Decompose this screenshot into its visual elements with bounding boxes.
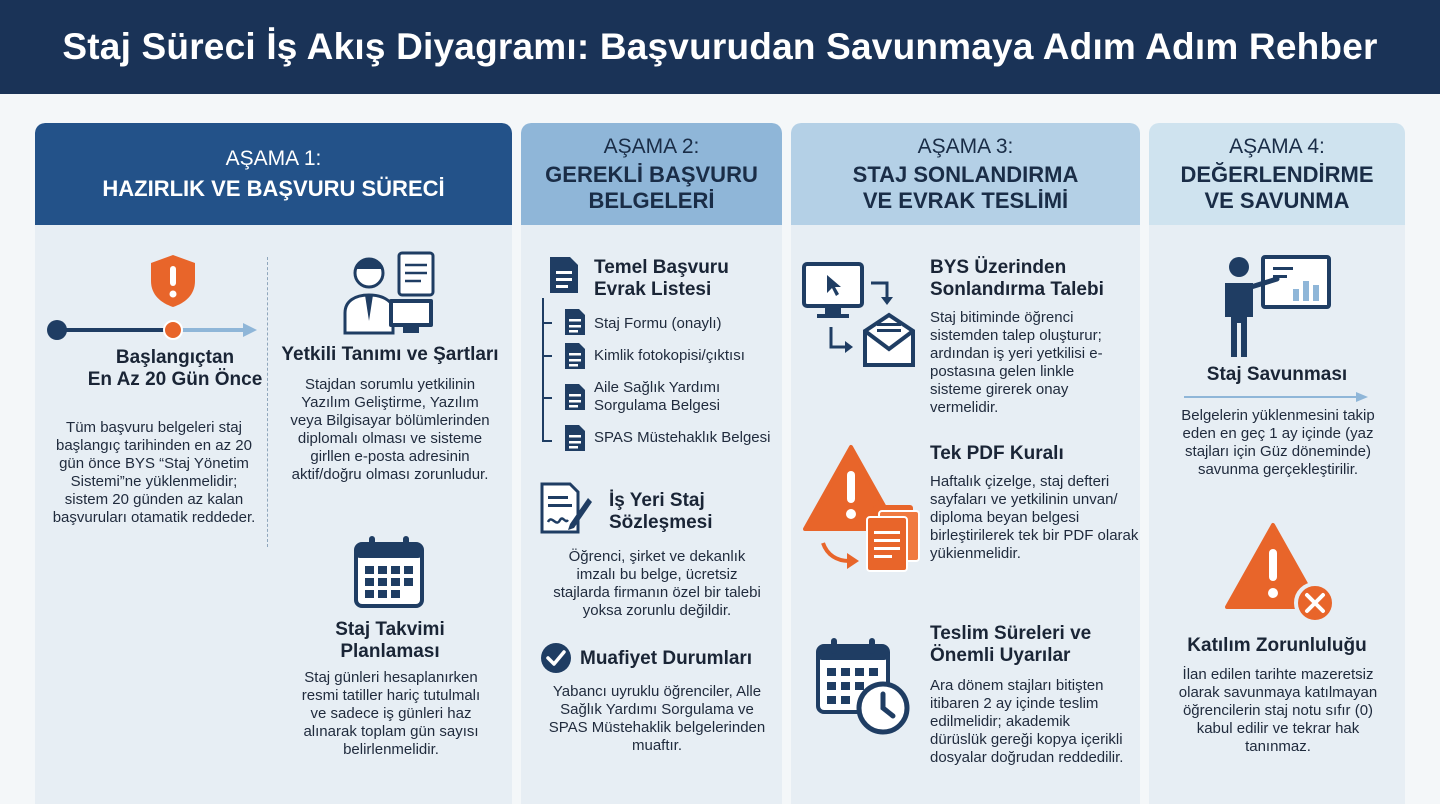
- doc-tick: [542, 355, 552, 357]
- presenter-icon: [1217, 253, 1333, 359]
- calendar-desc: Staj günleri hesaplanırken resmi tatiller hariç tutulmalı ve sadece iş günleri haz alınarak toplam gün sayısı belirlenmelidir.: [301, 669, 481, 758]
- attendance-title: Katılım Zorunluluğu: [1187, 635, 1367, 656]
- doc-list-title-line2: Evrak Listesi: [594, 279, 712, 300]
- doc-item-label: Staj Formu (onaylı): [594, 315, 722, 332]
- doc-item-line2: Sorgulama Belgesi: [594, 397, 720, 414]
- contract-title-line2: Sözleşmesi: [609, 512, 713, 533]
- doc-item-line1: Aile Sağlık Yardımı: [594, 379, 721, 396]
- stage1-title: HAZIRLIK VE BAŞVURU SÜRECİ: [102, 176, 445, 201]
- stage2-title-line1: GEREKLİ BAŞVURU: [545, 162, 758, 187]
- deadline-title-line2: Önemli Uyarılar: [930, 645, 1071, 666]
- doc-item-label: Kimlik fotokopisi/çıktısı: [594, 347, 745, 364]
- document-icon: [563, 341, 587, 371]
- deadline-title-line1: Teslim Süreleri ve: [930, 623, 1092, 644]
- bys-title: [930, 257, 1130, 301]
- stage4-title-line1: DEĞERLENDİRME: [1180, 162, 1374, 187]
- exempt-desc: Yabancı uyruklu öğrenciler, Alle Sağlık Yardımı Sorgulama ve SPAS Müstehaklik belgelerinden muaftır.: [548, 683, 766, 754]
- bys-title-line1: BYS Üzerinden: [930, 257, 1067, 278]
- stage3-header: [791, 123, 1140, 225]
- timeline-label-line2: En Az 20 Gün Önce: [87, 369, 263, 390]
- doc-item-label: SPAS Müstehaklık Belgesi: [594, 429, 771, 446]
- stage4-header: [1149, 123, 1405, 225]
- timeline-arrow-icon: [45, 318, 260, 342]
- doc-item-label: [594, 379, 774, 415]
- page-title: Staj Süreci İş Akış Diyagramı: Başvurudan Savunmaya Adım Adım Rehber: [62, 26, 1378, 67]
- exempt-title: Muafiyet Durumları: [580, 648, 753, 669]
- column-divider: [267, 257, 268, 547]
- timeline-desc: Tüm başvuru belgeleri staj başlangıç tarihinden en az 20 gün önce BYS “Staj Yönetim Sistemi”ne yüklenmelidir; sistem 20 günden az kalan başvuruları otamatik reddeder.: [52, 419, 256, 526]
- person-document-icon: [341, 251, 437, 335]
- pdf-desc: Haftalık çizelge, staj defteri sayfaları ve yetkilinin unvan/ diploma beyan belgesi birleştirilerek tek bir PDF olarak yükienmelidir.: [930, 473, 1139, 562]
- deadline-title: [930, 623, 1135, 667]
- stage3-title-line1: STAJ SONLANDIRMA: [852, 162, 1079, 187]
- stage3-column: [791, 123, 1140, 804]
- stage3-label: AŞAMA 3:: [917, 135, 1014, 158]
- doc-tick: [542, 397, 552, 399]
- calendar-clock-icon: [815, 636, 915, 736]
- bys-desc: Staj bitiminde öğrenci sistemden talep oluşturur; ardından iş yeri yetkilisi e-postasına gelen linkle sisteme girerek onay vermelidir.: [930, 309, 1103, 416]
- stage1-label: AŞAMA 1:: [225, 147, 322, 170]
- defense-desc: Belgelerin yüklenmesini takip eden en geç 1 ay içinde (yaz stajları için Güz döneminde) savunma gerçekleştirilir.: [1181, 407, 1375, 478]
- contract-title-line1: İş Yeri Staj: [609, 490, 705, 511]
- defense-arrow-icon: [1184, 391, 1370, 403]
- stage4-title-line2: VE SAVUNMA: [1204, 188, 1350, 213]
- pdf-title: Tek PDF Kuralı: [930, 443, 1064, 464]
- doc-list-connector: [542, 298, 544, 441]
- stage2-column: [521, 123, 782, 804]
- contract-sign-icon: [540, 480, 592, 536]
- doc-list-title-line1: Temel Başvuru: [594, 257, 729, 278]
- authority-desc: Stajdan sorumlu yetkilinin Yazılım Geliştirme, Yazılım veya Bilgisayar bölümlerinden diplomalı olması ve sisteme girllen e-posta adresinin aktif/doğru olması zorunludur.: [290, 376, 490, 483]
- calendar-title: [290, 619, 490, 663]
- calendar-title-line1: Staj Takvimi: [335, 619, 445, 640]
- doc-tick: [542, 322, 552, 324]
- doc-list-title: [594, 257, 774, 301]
- bys-title-line2: Sonlandırma Talebi: [930, 279, 1104, 300]
- contract-title: [609, 490, 779, 534]
- contract-desc: Öğrenci, şirket ve dekanlık imzalı bu belge, ücretsiz stajlarda firmanın özel bir talebi yoksa zorunlu değildir.: [553, 548, 761, 619]
- warning-documents-icon: [803, 443, 923, 577]
- stage4-column: [1149, 123, 1405, 804]
- stage2-header: [521, 123, 782, 225]
- title-bar: [0, 0, 1440, 94]
- authority-title: Yetkili Tanımı ve Şartları: [281, 344, 499, 365]
- document-icon: [563, 307, 587, 337]
- stage1-header: [35, 123, 512, 225]
- stage2-label: AŞAMA 2:: [603, 135, 700, 158]
- document-icon: [563, 382, 587, 412]
- timeline-label: [75, 347, 275, 391]
- attendance-desc: İlan edilen tarihte mazeretsiz olarak savunmaya katılmayan öğrencilerin staj notu sıfır (0) kabul edilir ve tekrar hak tanınmaz.: [1178, 666, 1378, 755]
- defense-title: Staj Savunması: [1177, 364, 1377, 386]
- deadline-desc: Ara dönem stajları bitişten itibaren 2 ay içinde teslim edilmelidir; akademik dürüslük gereği kopya içerikli dosyalar doğrudan reddedilir.: [930, 677, 1124, 766]
- stage3-title-line2: VE EVRAK TESLİMİ: [862, 188, 1069, 213]
- stage1-column: [35, 123, 512, 804]
- stage2-title-line2: BELGELERİ: [588, 188, 715, 213]
- stage4-label: AŞAMA 4:: [1229, 135, 1325, 158]
- check-circle-icon: [540, 642, 572, 674]
- warning-cancel-icon: [1225, 521, 1335, 625]
- doc-tick: [542, 440, 552, 442]
- warning-shield-icon: [148, 253, 198, 309]
- timeline-label-line1: Başlangıçtan: [115, 347, 235, 368]
- calendar-icon: [353, 534, 425, 610]
- calendar-title-line2: Planlaması: [340, 641, 440, 662]
- computer-email-icon: [801, 261, 919, 369]
- document-list-icon: [548, 255, 580, 295]
- document-icon: [563, 423, 587, 453]
